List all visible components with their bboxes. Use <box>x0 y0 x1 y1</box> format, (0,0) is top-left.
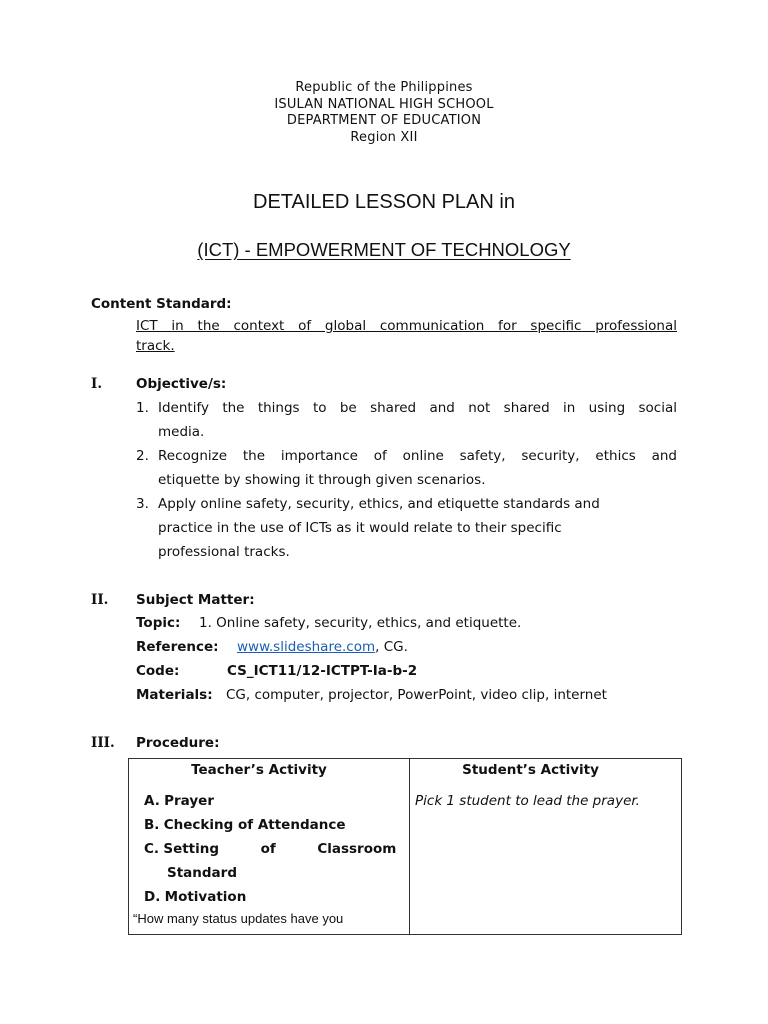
teacher-activity-cell <box>129 759 410 935</box>
page-title: DETAILED LESSON PLAN in <box>253 191 515 213</box>
objective-1-line2: media. <box>158 424 205 440</box>
document-header <box>0 80 768 146</box>
objective-3-line1: Apply online safety, security, ethics, and etiquette standards and <box>158 496 600 512</box>
content-standard-label: Content Standard: <box>91 296 232 312</box>
reference-value <box>237 635 408 659</box>
objective-3-line2: practice in the use of ICTs as it would relate to their specific <box>158 520 562 536</box>
teacher-list-c-cont: Standard <box>167 865 237 881</box>
student-activity-cell <box>410 759 682 935</box>
objective-1-num: 1. <box>136 400 149 416</box>
student-activity-header: Student’s Activity <box>462 762 599 778</box>
content-standard-line1: ICT in the context of global communication for specific professional <box>136 318 677 334</box>
student-activity-text: Pick 1 student to lead the prayer. <box>415 793 640 809</box>
objective-2-line2: etiquette by showing it through given scenarios. <box>158 472 486 488</box>
procedure-numeral: III. <box>91 735 115 751</box>
teacher-activity-header: Teacher’s Activity <box>191 762 327 778</box>
topic-value: 1. Online safety, security, ethics, and etiquette. <box>199 615 522 631</box>
materials-label: Materials: <box>136 687 213 703</box>
objective-3-num: 3. <box>136 496 149 512</box>
header-department: DEPARTMENT OF EDUCATION <box>286 113 482 128</box>
item-text: Prayer <box>164 793 214 809</box>
code-value: CS_ICT11/12-ICTPT-Ia-b-2 <box>227 663 418 679</box>
procedure-label: Procedure: <box>136 735 220 751</box>
subject-matter-label: Subject Matter: <box>136 592 255 608</box>
header-republic: Republic of the Philippines <box>295 80 473 95</box>
page-subtitle <box>0 239 768 261</box>
content-standard-line2: track. <box>136 338 175 354</box>
item-letter: D. <box>144 889 161 905</box>
item-text: Motivation <box>164 889 247 905</box>
reference-label: Reference: <box>136 639 219 655</box>
item-letter: B. <box>144 817 160 833</box>
reference-rest: , CG. <box>375 639 408 655</box>
teacher-list-c <box>144 837 402 861</box>
item-text: Setting of Classroom <box>163 841 397 857</box>
objective-1-line1: Identify the things to be shared and not shared in using social <box>158 400 677 416</box>
procedure-table <box>128 758 682 935</box>
objectives-numeral: I. <box>91 376 103 392</box>
header-school: ISULAN NATIONAL HIGH SCHOOL <box>274 96 494 112</box>
item-text: Checking of Attendance <box>163 817 346 833</box>
teacher-list-d <box>144 885 246 909</box>
objective-3-line3: professional tracks. <box>158 544 290 560</box>
subtitle-text: (ICT) - EMPOWERMENT OF TECHNOLOGY <box>197 239 571 260</box>
objective-2-num: 2. <box>136 448 149 464</box>
materials-value: CG, computer, projector, PowerPoint, video clip, internet <box>226 687 607 703</box>
code-label: Code: <box>136 663 180 679</box>
teacher-list-a <box>144 789 214 813</box>
subject-matter-numeral: II. <box>91 592 109 608</box>
teacher-quote: “How many status updates have you <box>133 911 344 926</box>
objective-2-line1: Recognize the importance of online safety, security, ethics and <box>158 448 677 464</box>
topic-label: Topic: <box>136 615 181 631</box>
item-letter: A. <box>144 793 160 809</box>
objectives-label: Objective/s: <box>136 376 227 392</box>
header-region: Region XII <box>350 129 418 145</box>
teacher-list-b <box>144 813 346 837</box>
item-letter: C. <box>144 841 160 857</box>
reference-link[interactable]: www.slideshare.com <box>237 639 376 655</box>
